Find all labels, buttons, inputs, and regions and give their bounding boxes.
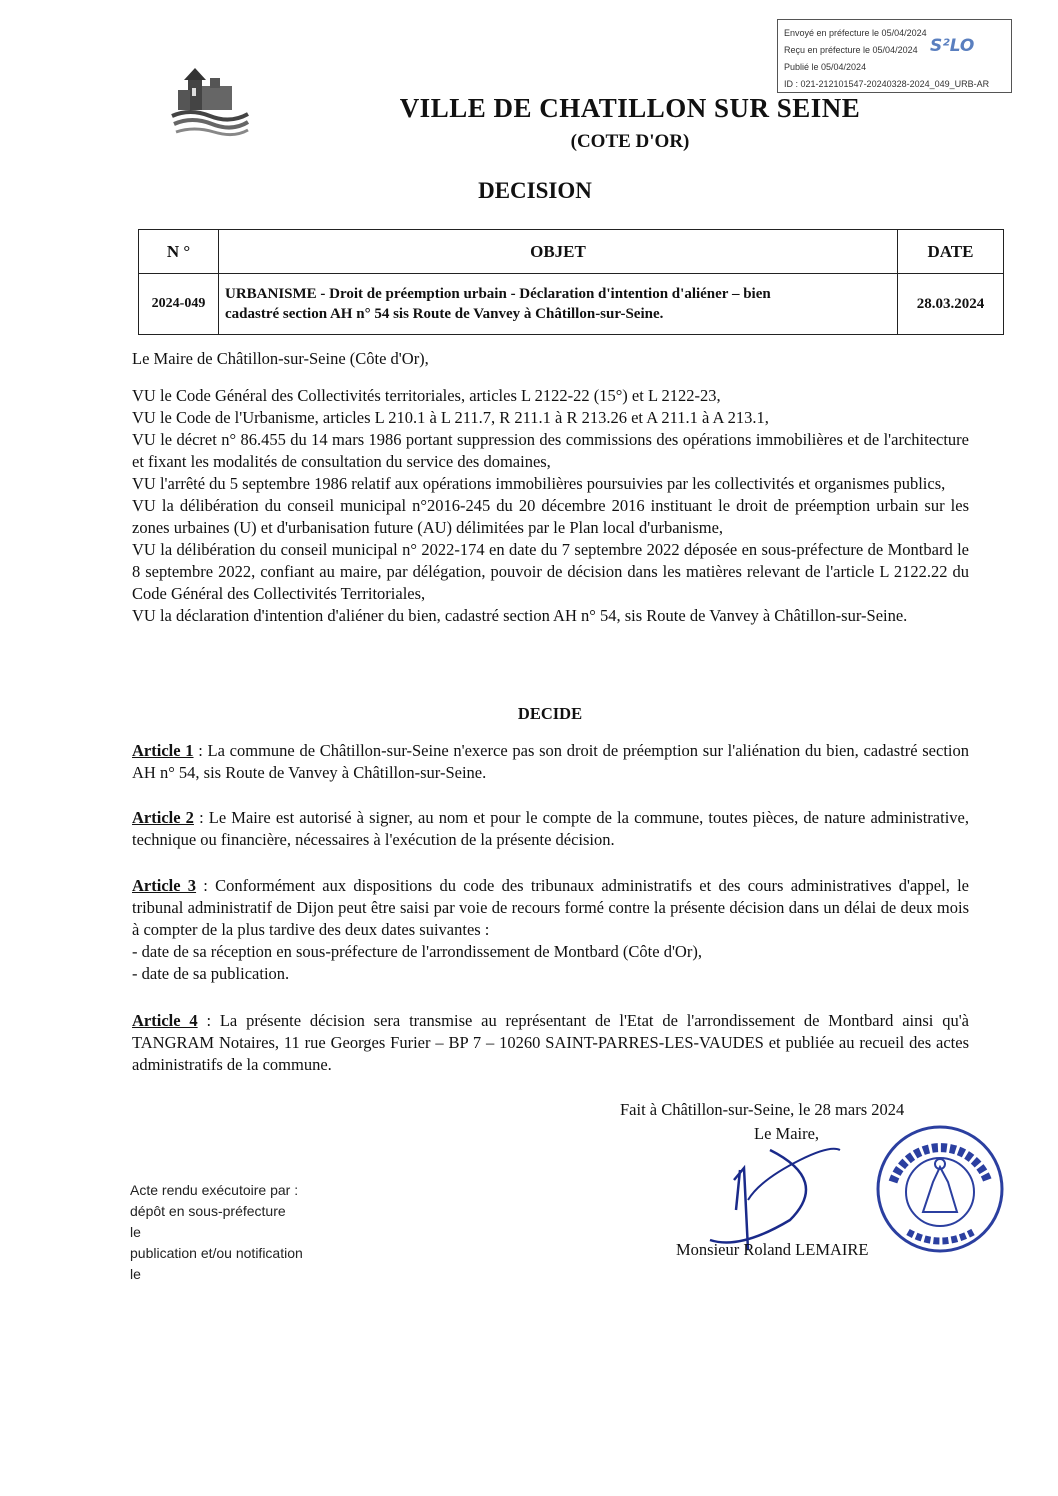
visas xyxy=(132,385,969,627)
header-date: DATE xyxy=(898,230,1004,274)
visa-item: VU l'arrêté du 5 septembre 1986 relatif aux opérations immobilières poursuivies par les collectivités et organismes publics, xyxy=(132,474,946,493)
article-item: - date de sa publication. xyxy=(132,964,290,983)
visa-item: VU la délibération du conseil municipal n° 2022-174 en date du 7 septembre 2022 déposée en sous-préfecture de Montbard le 8 septembre 2022, confiant au maire, par délégation, pouvoir de décision dans les matières relevant de l'article L 2122.22 du Code Général des Collectivités Territoriales, xyxy=(132,540,969,603)
decision-number: 2024-049 xyxy=(139,274,219,335)
object-line: cadastré section AH n° 54 sis Route de Vanvey à Châtillon-sur-Seine. xyxy=(225,306,664,322)
article-label: Article 4 xyxy=(132,1011,198,1030)
stamp-line: Reçu en préfecture le 05/04/2024 xyxy=(784,45,918,55)
executory-note xyxy=(130,1180,303,1285)
transmission-stamp xyxy=(777,19,1012,93)
article-label: Article 1 xyxy=(132,741,194,760)
executory-line: le xyxy=(130,1224,141,1240)
object-line: URBANISME - Droit de préemption urbain - Déclaration d'intention d'aliéner – bien xyxy=(225,286,771,302)
visa-item: VU le Code Général des Collectivités territoriales, articles L 2122-22 (15°) et L 2122-23, xyxy=(132,386,721,405)
article-text: : La commune de Châtillon-sur-Seine n'exerce pas son droit de préemption sur l'aliénation du bien, cadastré section AH n° 54, sis Route de Vanvey à Châtillon-sur-Seine. xyxy=(132,741,969,782)
article-2 xyxy=(132,807,969,851)
article-label: Article 2 xyxy=(132,808,194,827)
stamp-line: Envoyé en préfecture le 05/04/2024 xyxy=(784,28,927,38)
visa-item: VU le Code de l'Urbanisme, articles L 210.1 à L 211.7, R 211.1 à R 213.26 et A 211.1 à A 213.1, xyxy=(132,408,769,427)
visa-item: VU le décret n° 86.455 du 14 mars 1986 portant suppression des commissions des opérations immobilières et de l'architecture et fixant les modalités de consultation du service des domaines, xyxy=(132,430,969,471)
table-header-row xyxy=(139,230,1004,274)
article-4 xyxy=(132,1010,969,1076)
header-objet: OBJET xyxy=(219,230,898,274)
article-text: : La présente décision sera transmise au représentant de l'Etat de l'arrondissement de Montbard ainsi qu'à TANGRAM Notaires, 11 rue Georges Furier – BP 7 – 10260 SAINT-PARRES-LES-VAUDES et publiée au recueil des actes administratifs de la commune. xyxy=(132,1011,969,1074)
signer-name: Monsieur Roland LEMAIRE xyxy=(676,1240,869,1259)
stamp-line: Publié le 05/04/2024 xyxy=(784,62,867,72)
page-title: VILLE DE CHATILLON SUR SEINE xyxy=(399,93,861,123)
visa-item: VU la déclaration d'intention d'aliéner du bien, cadastré section AH n° 54, sis Route de Vanvey à Châtillon-sur-Seine. xyxy=(132,606,908,625)
stamp-line: ID : 021-212101547-20240328-2024_049_URB-AR xyxy=(784,79,990,89)
article-item: - date de sa réception en sous-préfecture de l'arrondissement de Montbard (Côte d'Or), xyxy=(132,942,702,961)
decision-date: 28.03.2024 xyxy=(898,274,1004,335)
article-text: : Le Maire est autorisé à signer, au nom et pour le compte de la commune, toutes pièces, de nature administrative, technique ou financière, nécessaires à l'exécution de la présente décision. xyxy=(132,808,969,849)
article-text: : Conformément aux dispositions du code des tribunaux administratifs et des cours administratives d'appel, le tribunal administratif de Dijon peut être saisi par voie de recours formé contre la présente décision dans un délai de deux mois à compter de la plus tardive des deux dates suivantes : xyxy=(132,876,969,939)
document-type: DECISION xyxy=(478,178,592,203)
town-logo-icon xyxy=(170,68,250,140)
executory-line: publication et/ou notification xyxy=(130,1245,303,1261)
executory-line: le xyxy=(130,1266,141,1282)
header-num: N ° xyxy=(139,230,219,274)
article-label: Article 3 xyxy=(132,876,197,895)
place-date: Fait à Châtillon-sur-Seine, le 28 mars 2024 xyxy=(620,1100,905,1119)
slo-mark: S²LO xyxy=(930,36,975,56)
executory-line: dépôt en sous-préfecture xyxy=(130,1203,286,1219)
signer-role: Le Maire, xyxy=(754,1124,820,1143)
visa-item: VU la délibération du conseil municipal n°2016-245 du 20 décembre 2016 instituant le droit de préemption urbain sur les zones urbaines (U) et d'urbanisation future (AU) délimitées par le Plan local d'urbanisme, xyxy=(132,496,969,537)
decide-heading: DECIDE xyxy=(517,704,583,723)
article-1 xyxy=(132,740,969,784)
intro: Le Maire de Châtillon-sur-Seine (Côte d'Or), xyxy=(132,349,429,368)
article-3 xyxy=(132,875,969,985)
official-seal-icon xyxy=(873,1122,1008,1257)
table-row xyxy=(139,274,1004,335)
object-table xyxy=(138,229,1004,335)
executory-line: Acte rendu exécutoire par : xyxy=(130,1182,299,1198)
decision-object xyxy=(219,274,898,335)
page-subtitle: (COTE D'OR) xyxy=(570,131,690,152)
